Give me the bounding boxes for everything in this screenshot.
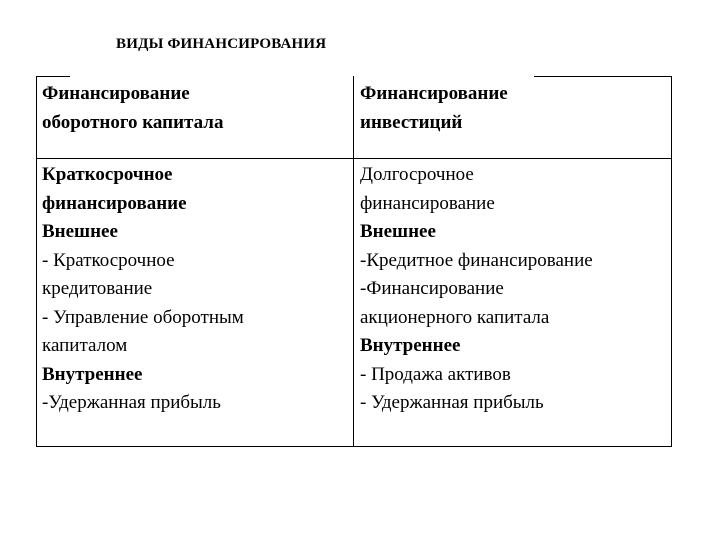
table-column-divider <box>353 76 354 447</box>
page-title: ВИДЫ ФИНАНСИРОВАНИЯ <box>116 36 327 52</box>
table-border-left <box>36 76 37 447</box>
external-label: Внешнее <box>42 221 118 242</box>
body-cell-long-term <box>360 161 593 418</box>
body-cell-short-term <box>42 161 244 418</box>
list-item: кредитование <box>42 278 153 299</box>
header-text: инвестиций <box>360 111 463 133</box>
internal-label: Внутреннее <box>360 335 461 356</box>
list-item: - Продажа активов <box>360 363 511 385</box>
table-row-divider <box>36 158 672 159</box>
list-item: -Удержанная прибыль <box>42 392 221 413</box>
header-cell-investments <box>360 80 508 137</box>
list-item: - Краткосрочное <box>42 249 175 271</box>
list-item: - Управление оборотным <box>42 306 244 328</box>
table-border-bottom <box>36 446 672 447</box>
cell-heading: финансирование <box>360 192 495 214</box>
header-text: Финансирование <box>42 83 190 104</box>
list-item: акционерного капитала <box>360 306 550 328</box>
header-cell-working-capital <box>42 80 223 137</box>
cell-heading: Долгосрочное <box>360 164 474 185</box>
table-border-top-left <box>36 76 70 77</box>
list-item: капиталом <box>42 335 128 356</box>
table-border-right <box>671 76 672 447</box>
cell-heading: Краткосрочное <box>42 164 173 185</box>
list-item: -Кредитное финансирование <box>360 249 593 271</box>
external-label: Внешнее <box>360 221 436 242</box>
table-border-top-right <box>534 76 672 77</box>
header-text: Финансирование <box>360 83 508 104</box>
header-text: оборотного капитала <box>42 111 224 133</box>
internal-label: Внутреннее <box>42 363 143 385</box>
cell-heading: финансирование <box>42 192 187 214</box>
financing-types-table <box>36 76 672 447</box>
list-item: -Финансирование <box>360 278 504 299</box>
list-item: - Удержанная прибыль <box>360 392 544 413</box>
